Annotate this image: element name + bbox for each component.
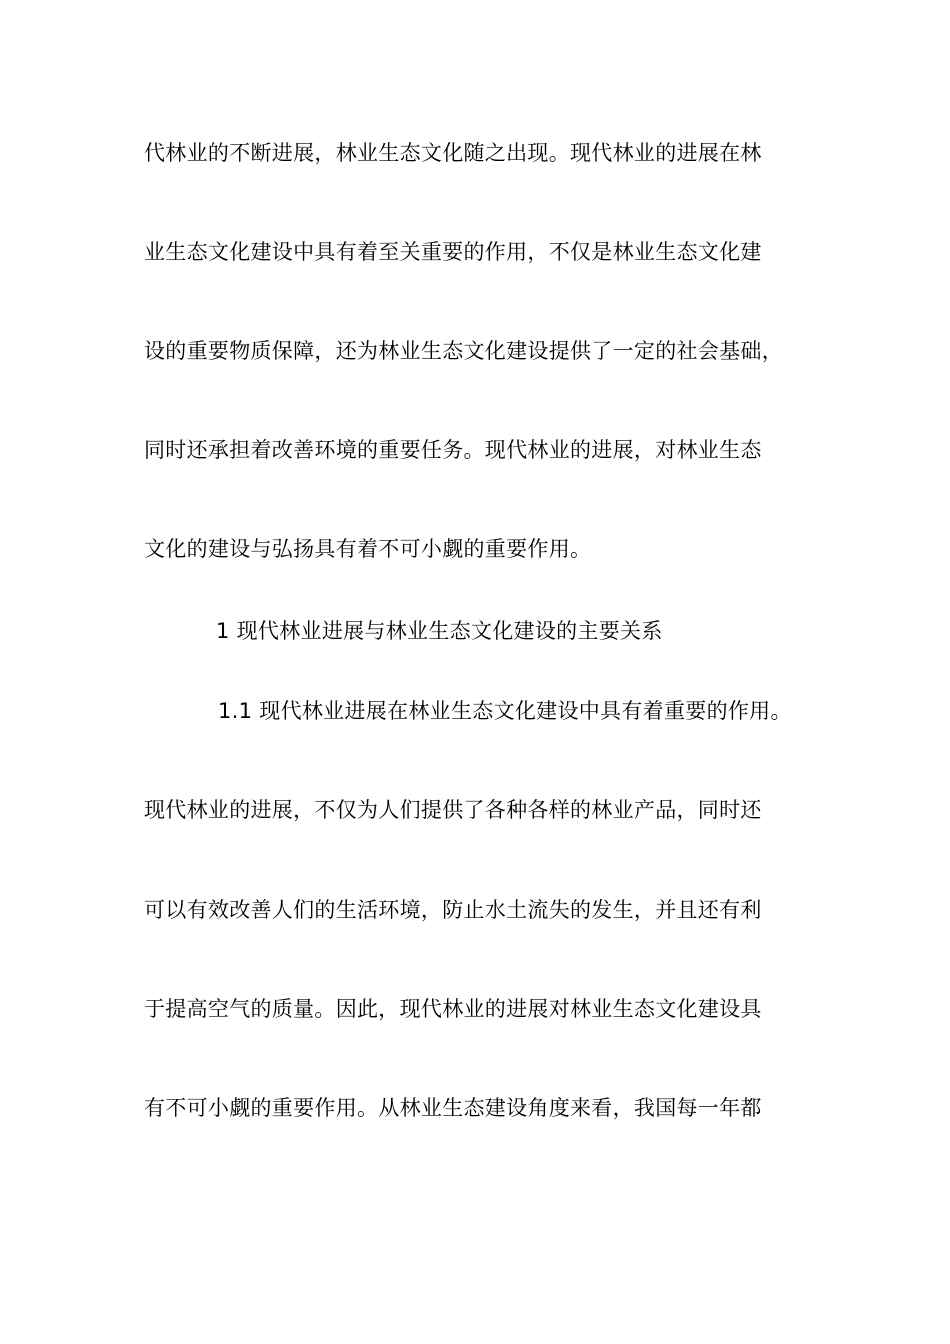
paragraph-line: 有不可小觑的重要作用。从林业生态建设角度来看，我国每一年都	[144, 1096, 762, 1120]
paragraph-line: 于提高空气的质量。因此，现代林业的进展对林业生态文化建设具	[144, 997, 762, 1021]
section-heading: 1 现代林业进展与林业生态文化建设的主要关系	[216, 619, 663, 643]
paragraph-line: 文化的建设与弘扬具有着不可小觑的重要作用。	[144, 537, 592, 561]
subsection-heading: 1.1 现代林业进展在林业生态文化建设中具有着重要的作用。	[218, 699, 792, 723]
paragraph-line: 业生态文化建设中具有着至关重要的作用，不仅是林业生态文化建	[144, 240, 762, 264]
paragraph-line: 现代林业的进展，不仅为人们提供了各种各样的林业产品，同时还	[144, 798, 762, 822]
paragraph-line: 设的重要物质保障，还为林业生态文化建设提供了一定的社会基础，	[144, 339, 783, 363]
paragraph-line: 同时还承担着改善环境的重要任务。现代林业的进展，对林业生态	[144, 438, 762, 462]
paragraph-line: 可以有效改善人们的生活环境，防止水土流失的发生，并且还有利	[144, 898, 762, 922]
paragraph-line: 代林业的不断进展，林业生态文化随之出现。现代林业的进展在林	[144, 141, 762, 165]
